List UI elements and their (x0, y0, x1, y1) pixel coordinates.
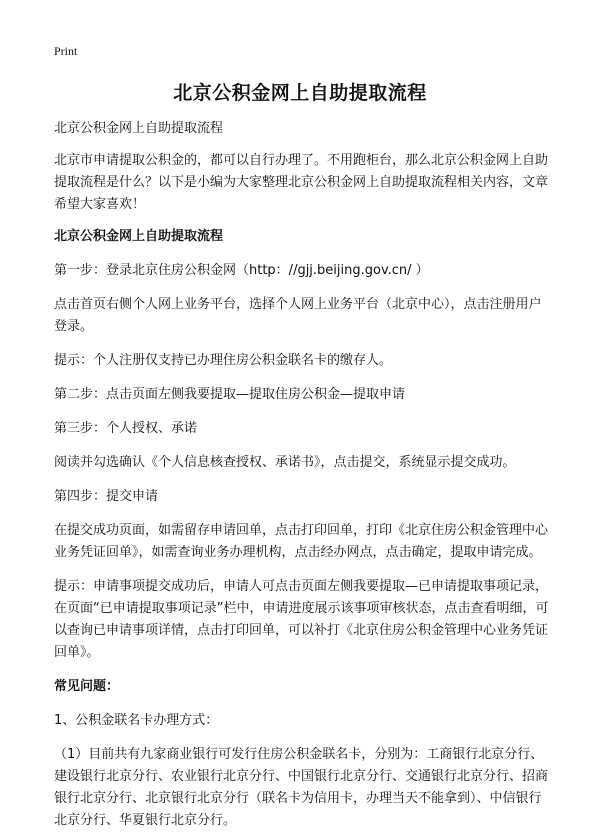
step2-paragraph: 第二步：点击页面左侧我要提取—提取住房公积金—提取申请 (54, 387, 406, 402)
faq1-item1: （1）目前共有九家商业银行可发行住房公积金联名卡，分别为：工商银行北京分行、建设银行北京分行、农业银行北京分行、中国银行北京分行、交通银行北京分行、招商银行北京分行、北京银行北京分行（联名卡为信用卡，办理当天不能拿到）、中信银行北京分行、华夏银行北京分行。 (54, 747, 549, 828)
step3-paragraph: 第三步：个人授权、承诺 (54, 421, 198, 436)
section-heading: 北京公积金网上自助提取流程 (54, 229, 224, 244)
step1-detail-paragraph: 点击首页右侧个人网上业务平台，选择个人网上业务平台（北京中心），点击注册用户登录。 (54, 297, 542, 334)
faq1-title: 1、公积金联名卡办理方式： (54, 713, 219, 728)
page-title: 北京公积金网上自助提取流程 (173, 82, 427, 104)
faq-heading: 常见问题： (54, 679, 120, 694)
step4-paragraph: 第四步：提交申请 (54, 489, 159, 504)
intro-paragraph: 北京市申请提取公积金的，都可以自行办理了。不用跑柜台，那么北京公积金网上自助提取流程是什么？以下是小编为大家整理北京公积金网上自助提取流程相关内容，文章希望大家喜欢！ (54, 153, 549, 212)
tip1-paragraph: 提示：个人注册仅支持已办理住房公积金联名卡的缴存人。 (54, 353, 393, 368)
step3-detail-paragraph: 阅读并勾选确认《个人信息核查授权、承诺书》，点击提交，系统显示提交成功。 (54, 455, 516, 470)
tip2-paragraph: 提示：申请事项提交成功后，申请人可点击页面左侧我要提取—已申请提取事项记录，在页面“已申请提取事项记录”栏中，申请进度展示该事项审核状态，点击查看明细，可以查询已申请事项详情，点击打印回单，可以补打《北京住房公积金管理中心业务凭证回单》。 (54, 579, 549, 660)
article-subtitle: 北京公积金网上自助提取流程 (54, 121, 224, 136)
step1-paragraph: 第一步：登录北京住房公积金网（http：//gjj.beijing.gov.cn/ ） (54, 263, 429, 278)
article-body (54, 118, 549, 832)
step4-detail-paragraph: 在提交成功页面，如需留存申请回单，点击打印回单，打印《北京住房公积金管理中心业务凭证回单》，如需查询业务办理机构，点击经办网点，点击确定，提取申请完成。 (54, 523, 549, 560)
print-link[interactable]: Print (54, 44, 78, 58)
